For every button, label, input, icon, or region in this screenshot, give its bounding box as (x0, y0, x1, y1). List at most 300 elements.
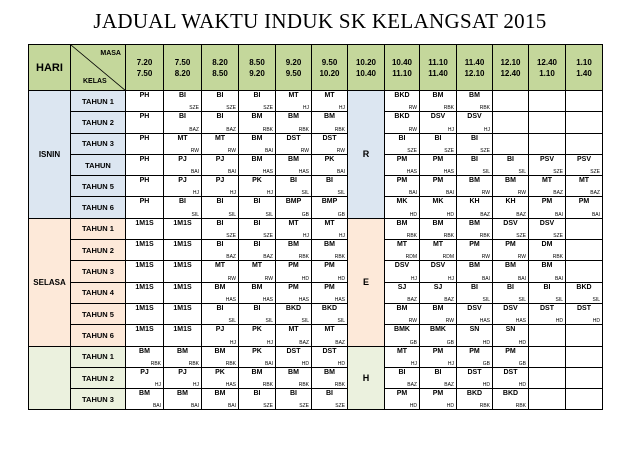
time-end: 10.20 (319, 68, 340, 78)
time-start: 12.10 (500, 57, 521, 67)
teacher-code: HAS (225, 382, 236, 389)
subject-code: BM (177, 347, 188, 355)
subject-code: PJ (178, 177, 187, 185)
subject-code: BM (324, 368, 335, 376)
teacher-code: SZE (444, 147, 454, 154)
subject-code: PJ (140, 368, 149, 376)
subject-code: BI (253, 390, 261, 398)
subject-code: BM (214, 390, 226, 398)
subject-code: BKD (576, 283, 592, 291)
break-cell: R (348, 91, 385, 219)
subject-cell (164, 240, 202, 261)
subject-cell (276, 389, 312, 410)
teacher-code: BAI (554, 275, 563, 282)
class-row (29, 240, 603, 261)
subject-cell (126, 389, 164, 410)
subject-code: BM (505, 262, 516, 270)
time-slot-header (202, 45, 239, 91)
subject-code: BI (434, 134, 442, 142)
subject-code: SN (469, 326, 480, 334)
subject-cell (457, 154, 493, 175)
class-row (29, 261, 603, 282)
subject-cell (457, 261, 493, 282)
subject-cell (276, 197, 312, 218)
subject-cell (566, 389, 603, 410)
teacher-code: SIL (228, 318, 236, 325)
subject-cell (276, 261, 312, 282)
subject-cell (239, 240, 276, 261)
time-slot-header (529, 45, 566, 91)
subject-cell (164, 197, 202, 218)
subject-code: PSV (576, 155, 591, 163)
subject-cell (385, 389, 420, 410)
subject-cell (239, 218, 276, 239)
subject-code: BM (396, 219, 408, 227)
subject-code: BI (326, 177, 333, 185)
teacher-code: GB (482, 360, 490, 367)
teacher-code: SZE (480, 147, 490, 154)
subject-cell (457, 346, 493, 367)
subject-code: BI (216, 113, 224, 121)
kelas-cell: TAHUN 2 (71, 112, 126, 133)
teacher-code: SZE (226, 105, 236, 112)
subject-code: PH (139, 134, 150, 142)
subject-cell (312, 261, 348, 282)
time-start: 8.50 (249, 57, 265, 67)
kelas-cell: TAHUN 4 (71, 282, 126, 303)
kelas-cell: TAHUN 3 (71, 389, 126, 410)
subject-code: PH (139, 198, 150, 206)
subject-cell (420, 325, 457, 346)
teacher-code: SIL (265, 318, 273, 325)
subject-cell (566, 367, 603, 388)
teacher-code: BAZ (335, 339, 345, 346)
teacher-code: RBK (479, 233, 490, 240)
time-end: 1.40 (576, 68, 592, 78)
subject-cell (239, 112, 276, 133)
subject-code: PK (252, 326, 262, 334)
subject-cell (202, 325, 239, 346)
day-label (29, 346, 71, 410)
subject-cell (239, 325, 276, 346)
subject-code: BM (288, 241, 299, 249)
teacher-code: HAS (225, 296, 236, 303)
subject-code: BI (543, 283, 551, 291)
subject-code: 1M1S (173, 283, 192, 291)
subject-cell (493, 282, 529, 303)
subject-code: BM (396, 304, 408, 312)
teacher-code: RBK (150, 360, 161, 367)
teacher-code: GB (337, 211, 345, 218)
teacher-code: RBK (334, 382, 345, 389)
subject-cell (385, 261, 420, 282)
subject-code: BI (398, 134, 406, 142)
subject-cell (202, 133, 239, 154)
teacher-code: HJ (447, 126, 454, 133)
subject-cell (457, 112, 493, 133)
teacher-code: GB (301, 211, 309, 218)
subject-code: DSV (467, 113, 482, 121)
subject-cell (126, 133, 164, 154)
time-slot-header (239, 45, 276, 91)
subject-cell (493, 325, 529, 346)
subject-code: PM (578, 198, 590, 206)
subject-code: DM (541, 241, 553, 249)
subject-code: BI (179, 113, 186, 121)
page-title: JADUAL WAKTU INDUK SK KELANGSAT 2015 (93, 9, 547, 33)
subject-cell (566, 325, 603, 346)
subject-cell (276, 133, 312, 154)
kelas-cell: TAHUN 1 (71, 346, 126, 367)
class-row (29, 154, 603, 175)
subject-cell (385, 197, 420, 218)
teacher-code: HD (518, 382, 526, 389)
subject-code: MT (288, 92, 299, 99)
subject-code: MT (214, 134, 226, 142)
subject-cell (385, 91, 420, 112)
subject-cell (276, 91, 312, 112)
subject-code: 1M1S (173, 241, 192, 249)
subject-cell (385, 133, 420, 154)
time-slot-header (420, 45, 457, 91)
subject-cell (566, 197, 603, 218)
subject-cell (420, 367, 457, 388)
teacher-code: BAZ (590, 190, 600, 197)
subject-cell (457, 133, 493, 154)
teacher-code: BAI (336, 169, 345, 176)
subject-cell (126, 325, 164, 346)
subject-code: BM (505, 177, 516, 185)
subject-cell (420, 176, 457, 197)
subject-code: PK (252, 347, 262, 355)
teacher-code: HD (409, 403, 417, 410)
subject-cell (493, 176, 529, 197)
subject-cell (312, 367, 348, 388)
subject-code: PK (215, 368, 225, 376)
subject-code: PM (469, 347, 480, 355)
time-end: 8.20 (174, 68, 191, 78)
kelas-cell: TAHUN 2 (71, 240, 126, 261)
subject-cell (385, 346, 420, 367)
teacher-code: HJ (483, 126, 490, 133)
teacher-code: HJ (266, 339, 273, 346)
subject-code: BI (471, 283, 478, 291)
teacher-code: RDM (405, 254, 417, 261)
class-row (29, 133, 603, 154)
teacher-code: RBK (479, 105, 490, 112)
subject-cell (529, 261, 566, 282)
subject-code: BKD (321, 304, 338, 312)
subject-code: MK (396, 198, 408, 206)
subject-code: 1M1S (173, 262, 192, 270)
subject-cell (126, 176, 164, 197)
teacher-code: HJ (447, 360, 454, 367)
subject-cell (312, 325, 348, 346)
subject-code: SN (505, 326, 516, 334)
subject-cell (566, 261, 603, 282)
subject-cell (385, 325, 420, 346)
subject-code: BI (326, 390, 333, 398)
subject-cell (202, 261, 239, 282)
subject-cell (164, 261, 202, 282)
subject-cell (457, 389, 493, 410)
subject-code: BKD (466, 390, 483, 398)
subject-cell (276, 303, 312, 324)
teacher-code: HJ (154, 382, 161, 389)
kelas-cell: TAHUN 3 (71, 133, 126, 154)
time-end: 7.50 (136, 68, 153, 78)
subject-code: MT (324, 326, 335, 334)
subject-code: PJ (178, 368, 187, 376)
subject-cell (457, 367, 493, 388)
subject-cell (126, 154, 164, 175)
kelas-cell: TAHUN 2 (71, 367, 126, 388)
subject-code: 1M1S (135, 241, 154, 249)
subject-cell (529, 112, 566, 133)
subject-cell (312, 240, 348, 261)
subject-code: BI (471, 155, 478, 163)
teacher-code: SIL (482, 296, 490, 303)
teacher-code: SZE (516, 233, 526, 240)
subject-cell (126, 303, 164, 324)
teacher-code: RW (445, 318, 454, 325)
class-row (29, 325, 603, 346)
subject-code: BM (432, 304, 444, 312)
subject-cell (457, 218, 493, 239)
subject-code: PM (396, 177, 408, 185)
subject-cell (566, 112, 603, 133)
subject-cell (420, 282, 457, 303)
teacher-code: HAS (262, 296, 273, 303)
time-end: 9.20 (249, 68, 265, 78)
subject-code: BI (253, 92, 261, 99)
subject-cell (239, 303, 276, 324)
teacher-code: HJ (266, 190, 273, 197)
subject-cell (164, 154, 202, 175)
subject-cell (529, 154, 566, 175)
subject-code: BM (432, 219, 444, 227)
teacher-code: SZE (189, 105, 199, 112)
subject-cell (385, 112, 420, 133)
teacher-code: RBK (225, 360, 236, 367)
teacher-code: HD (337, 275, 345, 282)
subject-code: DST (286, 347, 301, 355)
subject-code: BM (251, 134, 263, 142)
subject-code: PH (139, 155, 150, 163)
subject-code: SJ (397, 283, 407, 291)
subject-cell (202, 282, 239, 303)
subject-cell (126, 112, 164, 133)
teacher-code: BAI (190, 403, 199, 410)
subject-code: BI (471, 134, 478, 142)
subject-code: 1M1S (135, 283, 154, 291)
subject-cell (420, 154, 457, 175)
subject-cell (164, 325, 202, 346)
teacher-code: HAS (406, 169, 417, 176)
subject-cell (493, 367, 529, 388)
subject-cell (202, 389, 239, 410)
subject-code: 1M1S (173, 219, 192, 227)
teacher-code: HJ (338, 105, 345, 112)
time-start: 8.20 (212, 57, 228, 67)
subject-cell (420, 112, 457, 133)
time-start: 7.50 (174, 57, 191, 67)
subject-code: 1M1S (173, 304, 192, 312)
subject-cell (566, 303, 603, 324)
subject-cell (239, 91, 276, 112)
subject-cell (529, 367, 566, 388)
subject-code: MT (177, 134, 188, 142)
subject-cell (385, 176, 420, 197)
teacher-code: RBK (443, 233, 454, 240)
teacher-code: RW (227, 275, 236, 282)
subject-code: DST (503, 368, 518, 376)
subject-code: DST (286, 134, 301, 142)
subject-code: MT (541, 177, 553, 185)
teacher-code: RBK (334, 254, 345, 261)
subject-code: BM (251, 283, 263, 291)
subject-code: BKD (394, 92, 410, 99)
subject-cell (126, 197, 164, 218)
teacher-code: SIL (337, 318, 345, 325)
subject-code: MT (288, 219, 299, 227)
teacher-code: RBK (298, 382, 309, 389)
subject-code: 1M1S (173, 326, 192, 334)
kelas-cell: TAHUN 5 (71, 303, 126, 324)
subject-cell (493, 133, 529, 154)
subject-code: BI (253, 219, 261, 227)
time-slot-header (493, 45, 529, 91)
subject-code: PH (139, 113, 150, 121)
teacher-code: HAS (334, 296, 345, 303)
subject-cell (493, 261, 529, 282)
subject-cell (420, 133, 457, 154)
time-slot-header (457, 45, 493, 91)
teacher-code: BAZ (444, 382, 454, 389)
time-start: 10.20 (355, 57, 377, 67)
subject-cell (566, 346, 603, 367)
teacher-code: RW (264, 275, 273, 282)
teacher-code: RBK (443, 105, 454, 112)
subject-cell (202, 112, 239, 133)
teacher-code: GB (409, 339, 417, 346)
subject-code: PM (469, 241, 480, 249)
teacher-code: HD (482, 339, 490, 346)
subject-cell (385, 303, 420, 324)
subject-cell (126, 282, 164, 303)
subject-cell (529, 197, 566, 218)
teacher-code: RW (481, 254, 490, 261)
subject-code: PH (139, 92, 150, 99)
subject-code: PJ (215, 155, 225, 163)
teacher-code: SZE (263, 233, 273, 240)
kelas-label: KELAS (83, 78, 107, 85)
subject-cell (239, 197, 276, 218)
teacher-code: RBK (479, 403, 490, 410)
teacher-code: BAZ (516, 211, 526, 218)
teacher-code: HJ (302, 233, 309, 240)
teacher-code: RW (517, 190, 526, 197)
teacher-code: HD (301, 275, 309, 282)
subject-cell (126, 240, 164, 261)
subject-cell (312, 389, 348, 410)
class-row (29, 218, 603, 239)
teacher-code: BAI (264, 360, 273, 367)
teacher-code: RBK (262, 382, 273, 389)
subject-code: PSV (539, 155, 554, 163)
teacher-code: HAS (515, 318, 526, 325)
subject-code: MT (214, 262, 226, 270)
subject-cell (457, 303, 493, 324)
time-end: 12.10 (464, 68, 485, 78)
subject-cell (276, 154, 312, 175)
teacher-code: BAZ (407, 296, 417, 303)
subject-code: DSV (539, 219, 555, 227)
teacher-code: BAI (481, 275, 490, 282)
day-label: ISNIN (29, 91, 71, 219)
teacher-code: RW (408, 318, 417, 325)
subject-cell (566, 240, 603, 261)
subject-cell (493, 389, 529, 410)
teacher-code: HJ (302, 105, 309, 112)
subject-code: DSV (430, 113, 446, 121)
teacher-code: HD (446, 211, 454, 218)
teacher-code: RDM (442, 254, 454, 261)
time-start: 7.20 (136, 57, 153, 67)
time-slot-header (164, 45, 202, 91)
subject-cell (202, 176, 239, 197)
subject-cell (276, 346, 312, 367)
subject-cell (457, 240, 493, 261)
subject-code: BM (541, 262, 553, 270)
teacher-code: SIL (592, 296, 600, 303)
subject-cell (239, 367, 276, 388)
hari-header: HARI (29, 45, 71, 91)
subject-cell (457, 282, 493, 303)
subject-code: BM (177, 390, 188, 398)
subject-cell (202, 154, 239, 175)
subject-cell (529, 303, 566, 324)
subject-cell (276, 112, 312, 133)
subject-cell (529, 133, 566, 154)
teacher-code: RBK (262, 126, 273, 133)
time-start: 11.10 (428, 57, 448, 67)
subject-code: BM (139, 347, 150, 355)
teacher-code: BAZ (553, 190, 563, 197)
subject-code: PJ (178, 155, 187, 163)
teacher-code: HJ (410, 360, 417, 367)
teacher-code: SZE (226, 233, 236, 240)
teacher-code: HAS (298, 169, 309, 176)
teacher-code: BAI (152, 403, 161, 410)
subject-code: BI (179, 198, 186, 206)
teacher-code: RW (481, 190, 490, 197)
subject-cell (312, 91, 348, 112)
subject-code: BM (251, 155, 263, 163)
subject-code: DST (322, 134, 337, 142)
subject-cell (457, 197, 493, 218)
time-slot-header (385, 45, 420, 91)
subject-code: BI (290, 390, 297, 398)
class-row (29, 112, 603, 133)
teacher-code: BAI (408, 190, 417, 197)
subject-cell (202, 346, 239, 367)
subject-code: PM (396, 155, 408, 163)
subject-cell (239, 346, 276, 367)
subject-cell (239, 133, 276, 154)
teacher-code: BAI (591, 211, 600, 218)
timetable-body (29, 45, 603, 410)
